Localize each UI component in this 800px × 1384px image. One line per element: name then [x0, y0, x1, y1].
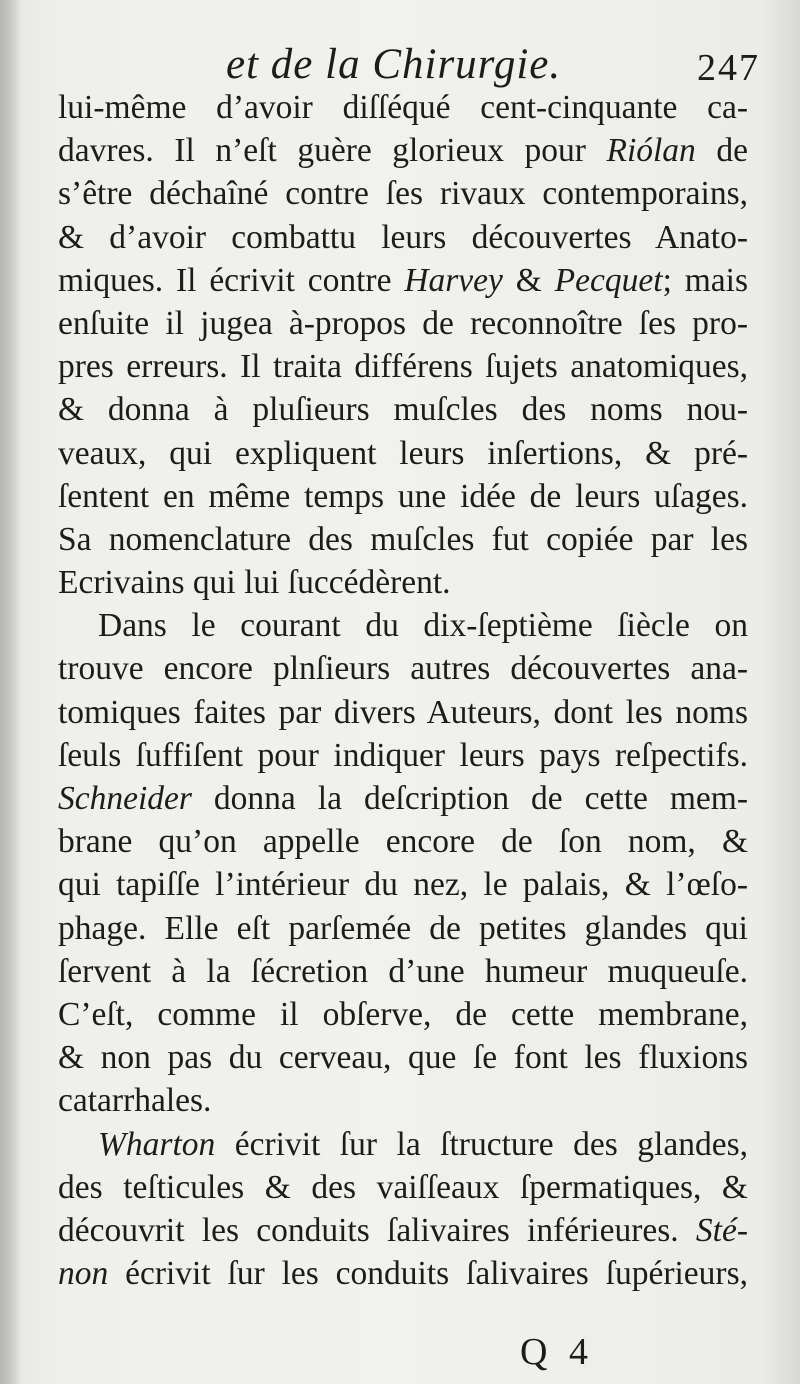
text-line: des teſticules & des vaiſſeaux ſpermatiques, & [58, 1168, 748, 1206]
text-line: Schneider donna la deſcription de cette mem- [58, 780, 748, 817]
person-name-stenon-cont: non [58, 1255, 109, 1293]
text-line: catarrhales. [58, 1082, 212, 1120]
text-line: ſeuls ſuffiſent pour indiquer leurs pays reſpectifs. [58, 736, 748, 774]
running-title: et de la Chirurgie. [226, 41, 562, 88]
text-line: Ecrivains qui lui ſuccédèrent. [58, 564, 451, 602]
text-line: tomiques faites par divers Auteurs, dont les noms [58, 693, 748, 731]
text-line: qui tapiſſe l’intérieur du nez, le palais, & l’œſo- [58, 866, 748, 904]
text-line: brane qu’on appelle encore de ſon nom, & [58, 823, 748, 861]
text-line: veaux, qui expliquent leurs inſertions, & pré- [58, 434, 748, 472]
page-number: 247 [697, 47, 760, 89]
paragraph-start-line: Wharton écrivit ſur la ſtructure des glandes, [98, 1125, 748, 1163]
page-gutter-shadow [0, 0, 22, 1384]
person-name-harvey: Harvey [404, 261, 503, 299]
text-line: davres. Il n’eſt guère glorieux pour Riólan de [58, 132, 748, 170]
text-line: trouve encore plnſieurs autres découvertes ana- [58, 650, 748, 688]
text-line: pres erreurs. Il traita différens ſujets anatomiques, [58, 348, 748, 386]
text-line: & d’avoir combattu leurs découvertes Anato- [58, 218, 748, 256]
person-name-wharton: Wharton [98, 1125, 216, 1163]
text-line: & non pas du cerveau, que ſe font les fluxions [58, 1039, 748, 1077]
text-line: Sa nomenclature des muſcles fut copiée par les [58, 520, 748, 558]
signature-mark: Q 4 [520, 1331, 594, 1373]
text-line: miques. Il écrivit contre Harvey & Pecquet; mais [58, 261, 748, 299]
text-line: phage. Elle eſt parſemée de petites glandes qui [58, 909, 748, 947]
person-name-pecquet: Pecquet [554, 261, 663, 299]
text-line: ſervent à la ſécretion d’une humeur muqueuſe. [58, 952, 748, 990]
person-name-stenon: Sté- [695, 1211, 748, 1249]
text-line: découvrit les conduits ſalivaires inférieures. Sté- [58, 1211, 748, 1249]
person-name-schneider: Schneider [58, 780, 192, 817]
text-line: ſentent en même temps une idée de leurs uſages. [58, 477, 748, 515]
text-line: lui-même d’avoir diſſéqué cent-cinquante ca- [58, 89, 748, 126]
text-line: enſuite il jugea à-propos de reconnoître ſes pro- [58, 304, 748, 342]
text-line: s’être déchaîné contre ſes rivaux contemporains, [58, 175, 748, 213]
text-line: non écrivit ſur les conduits ſalivaires ſupérieurs, [58, 1255, 748, 1293]
text-line: & donna à pluſieurs muſcles des noms nou- [58, 391, 748, 429]
person-name-riolan: Riólan [606, 132, 696, 170]
paragraph-start-line: Dans le courant du dix-ſeptième ſiècle on [98, 607, 748, 645]
text-line: C’eſt, comme il obſerve, de cette membrane, [58, 995, 748, 1033]
body-text [58, 86, 748, 1295]
